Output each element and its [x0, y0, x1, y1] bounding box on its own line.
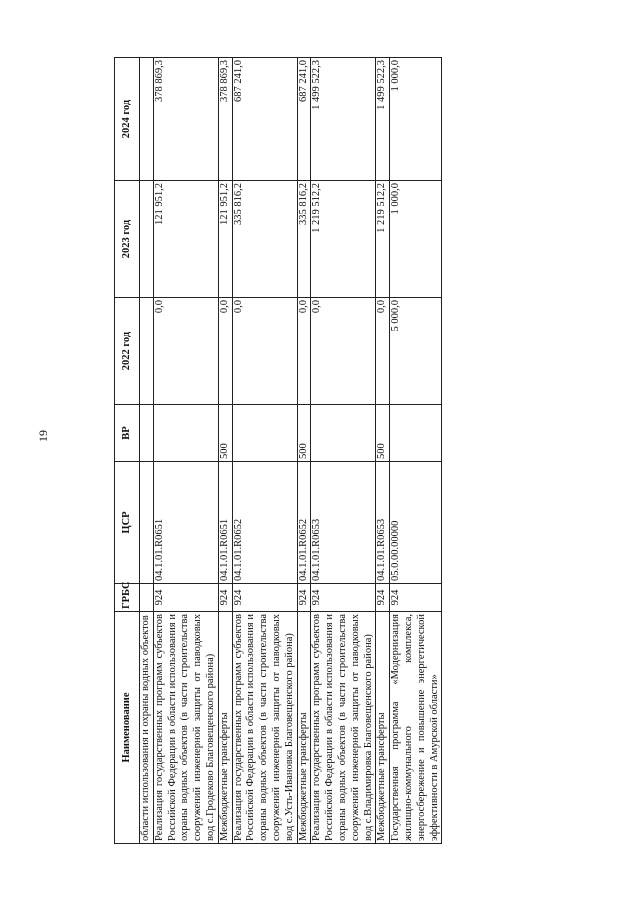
- row-2022: 5 000,0: [390, 298, 442, 405]
- row-csr: 04.1.01.R0652: [232, 462, 297, 584]
- row-csr: 04.1.01.R0653: [311, 462, 376, 584]
- header-2024: 2024 год: [115, 58, 140, 181]
- row-grbs: 924: [390, 584, 442, 612]
- row-csr: 04.1.01.R0652: [297, 462, 311, 584]
- row-vr: 500: [376, 405, 390, 462]
- header-row: [115, 58, 140, 844]
- row-2023: 335 816,2: [232, 181, 297, 298]
- row-2024: 1 000,0: [390, 58, 442, 181]
- row-csr: 04.1.01.R0651: [218, 462, 232, 584]
- row-grbs: 924: [311, 584, 376, 612]
- header-2022: 2022 год: [115, 298, 140, 405]
- row-csr: 05.0.00.00000: [390, 462, 442, 584]
- row-name: Реализация государственных программ субъектов Российской Федерации в области использования и охраны водных объектов (в части строительства сооружений инженерной защиты от паводковых вод с.Усть-Ивановка Благовещенского района): [232, 612, 297, 844]
- row-2024: 1 499 522,3: [311, 58, 376, 181]
- header-csr: ЦСР: [115, 462, 140, 584]
- row-2022: [140, 298, 154, 405]
- table-row: [140, 58, 154, 844]
- row-2023: 121 951,2: [218, 181, 232, 298]
- row-name: Межбюджетные трансферты: [218, 612, 232, 844]
- row-2022: 0,0: [311, 298, 376, 405]
- row-vr: [140, 405, 154, 462]
- row-grbs: 924: [153, 584, 218, 612]
- row-vr: [153, 405, 218, 462]
- row-2023: [140, 181, 154, 298]
- table-row: [232, 58, 297, 844]
- row-name: Государственная программа «Модернизация жилищно-коммунального комплекса, энергосбережение и повышение энергетической эффективности в Амурской области»: [390, 612, 442, 844]
- header-2023: 2023 год: [115, 181, 140, 298]
- row-vr: [232, 405, 297, 462]
- table-row: [297, 58, 311, 844]
- row-grbs: [140, 584, 154, 612]
- row-2023: 335 816,2: [297, 181, 311, 298]
- row-csr: 04.1.01.R0653: [376, 462, 390, 584]
- table-row: [153, 58, 218, 844]
- row-grbs: 924: [376, 584, 390, 612]
- row-vr: [311, 405, 376, 462]
- row-2023: 1 219 512,2: [311, 181, 376, 298]
- header-vr: ВР: [115, 405, 140, 462]
- row-2022: 0,0: [376, 298, 390, 405]
- row-2024: 378 869,3: [218, 58, 232, 181]
- row-name: Реализация государственных программ субъектов Российской Федерации в области использования и охраны водных объектов (в части строительства сооружений инженерной защиты от паводковых вод с.Владимировка Благовещенского района): [311, 612, 376, 844]
- row-2022: 0,0: [218, 298, 232, 405]
- rotated-table-wrapper: [114, 58, 442, 844]
- row-name: Межбюджетные трансферты: [297, 612, 311, 844]
- row-2024: 1 499 522,3: [376, 58, 390, 181]
- row-vr: 500: [297, 405, 311, 462]
- row-name: Межбюджетные трансферты: [376, 612, 390, 844]
- row-name: Реализация государственных программ субъектов Российской Федерации в области использования и охраны водных объектов (в части строительства сооружений инженерной защиты от паводковых вод с.Гродеково Благовещенского района): [153, 612, 218, 844]
- row-grbs: 924: [232, 584, 297, 612]
- table-row: [376, 58, 390, 844]
- row-vr: [390, 405, 442, 462]
- budget-table: [114, 57, 442, 844]
- row-2024: [140, 58, 154, 181]
- row-csr: [140, 462, 154, 584]
- row-2024: 378 869,3: [153, 58, 218, 181]
- row-2022: 0,0: [232, 298, 297, 405]
- page-number: 19: [36, 430, 50, 442]
- row-2023: 121 951,2: [153, 181, 218, 298]
- header-grbs: ГРБС: [115, 584, 140, 612]
- table-row: [311, 58, 376, 844]
- table-row: [390, 58, 442, 844]
- row-vr: 500: [218, 405, 232, 462]
- row-2024: 687 241,0: [232, 58, 297, 181]
- row-csr: 04.1.01.R0651: [153, 462, 218, 584]
- row-2024: 687 241,0: [297, 58, 311, 181]
- row-2022: 0,0: [153, 298, 218, 405]
- row-name: области использования и охраны водных объектов: [140, 612, 154, 844]
- row-2023: 1 000,0: [390, 181, 442, 298]
- row-grbs: 924: [218, 584, 232, 612]
- row-2022: 0,0: [297, 298, 311, 405]
- row-2023: 1 219 512,2: [376, 181, 390, 298]
- row-grbs: 924: [297, 584, 311, 612]
- table-row: [218, 58, 232, 844]
- header-name: Наименование: [115, 612, 140, 844]
